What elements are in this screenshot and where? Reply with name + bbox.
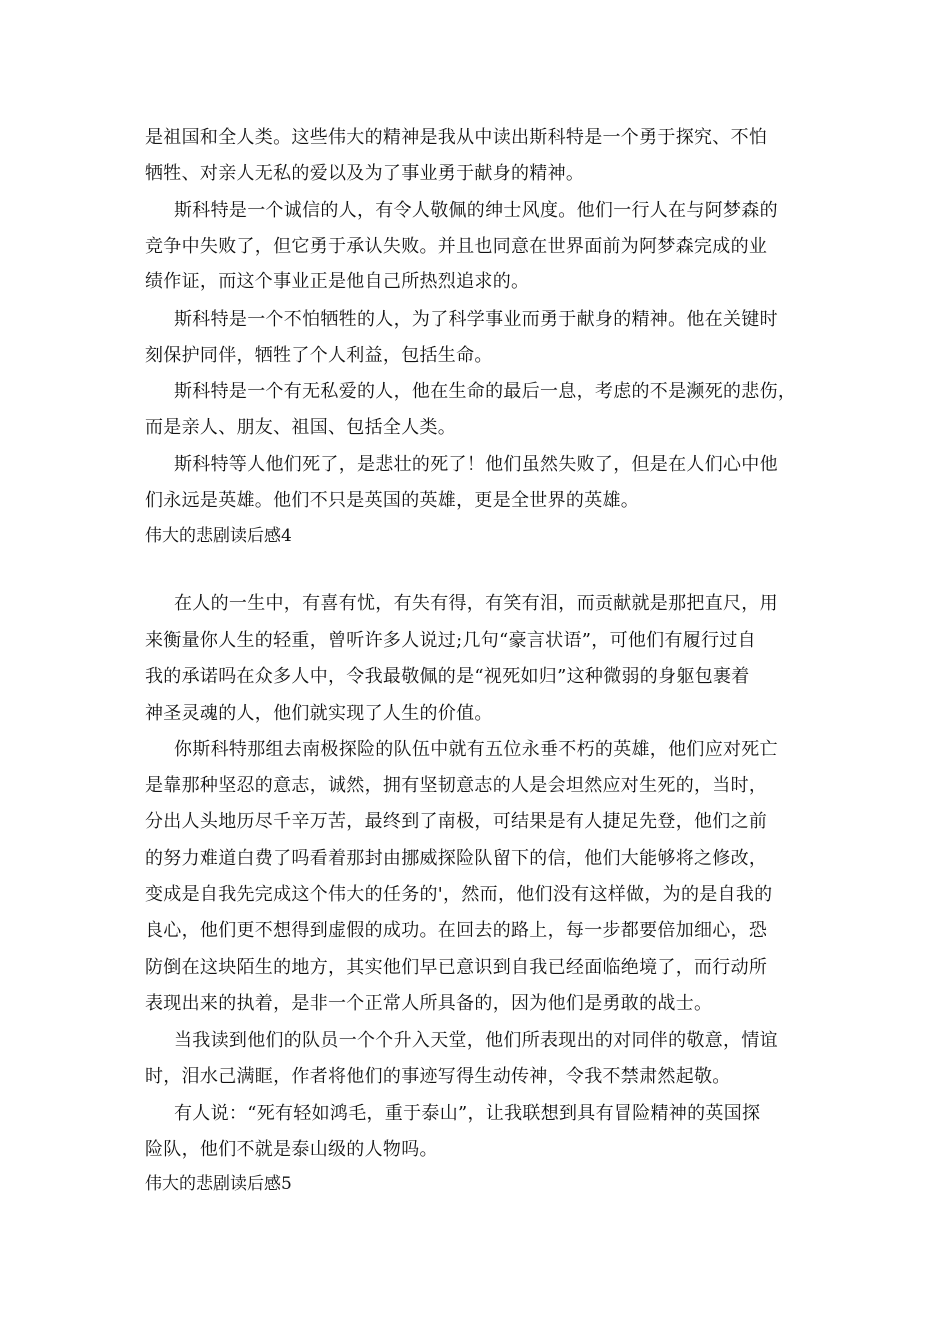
- text-line: 分出人头地历尽千辛万苦，最终到了南极，可结果是有人捷足先登，他们之前: [145, 811, 768, 832]
- paragraph-first-line: 斯科特是一个诚信的人，有令人敬佩的绅士风度。他们一行人在与阿梦森的: [174, 200, 778, 221]
- section-heading: 伟大的悲剧读后感4: [145, 526, 292, 546]
- text-line: 神圣灵魂的人，他们就实现了人生的价值。: [145, 703, 493, 724]
- text-line: 而是亲人、朋友、祖国、包括全人类。: [145, 417, 457, 438]
- text-line: 来衡量你人生的轻重，曾听许多人说过;几句“豪言状语”，可他们有履行过自: [145, 630, 756, 651]
- paragraph-first-line: 在人的一生中，有喜有忧，有失有得，有笑有泪，而贡献就是那把直尺，用: [174, 593, 778, 614]
- text-line: 时，泪水己满眶，作者将他们的事迹写得生动传神，令我不禁肃然起敬。: [145, 1066, 731, 1087]
- text-line: 是靠那种坚忍的意志，诚然，拥有坚韧意志的人是会坦然应对生死的，当时，: [145, 775, 768, 796]
- section-heading: 伟大的悲剧读后感5: [145, 1174, 292, 1194]
- paragraph-first-line: 斯科特是一个有无私爱的人，他在生命的最后一息，考虑的不是濒死的悲伤，: [174, 381, 797, 402]
- paragraph-first-line: 斯科特是一个不怕牺牲的人，为了科学事业而勇于献身的精神。他在关键时: [174, 309, 778, 330]
- text-line: 刻保护同伴，牺牲了个人利益，包括生命。: [145, 345, 493, 366]
- paragraph-first-line: 当我读到他们的队员一个个升入天堂，他们所表现出的对同伴的敬意，情谊: [174, 1030, 778, 1051]
- paragraph-first-line: 有人说：“死有轻如鸿毛，重于泰山”，让我联想到具有冒险精神的英国探: [174, 1103, 761, 1124]
- text-line: 的努力难道白费了吗看着那封由挪威探险队留下的信，他们大能够将之修改，: [145, 848, 768, 869]
- text-line: 变成是自我先完成这个伟大的任务的'，然而，他们没有这样做，为的是自我的: [145, 884, 773, 905]
- paragraph-first-line: 斯科特等人他们死了，是悲壮的死了！他们虽然失败了，但是在人们心中他: [174, 454, 778, 475]
- text-line: 表现出来的执着，是非一个正常人所具备的，因为他们是勇敢的战士。: [145, 993, 713, 1014]
- text-line: 竞争中失败了，但它勇于承认失败。并且也同意在世界面前为阿梦森完成的业: [145, 236, 768, 257]
- text-line: 我的承诺吗在众多人中，令我最敬佩的是“视死如归”这种微弱的身躯包裹着: [145, 666, 750, 687]
- text-line: 防倒在这块陌生的地方，其实他们早已意识到自我已经面临绝境了，而行动所: [145, 957, 768, 978]
- text-line: 绩作证，而这个事业正是他自己所热烈追求的。: [145, 271, 530, 292]
- text-line: 险队，他们不就是泰山级的人物吗。: [145, 1139, 438, 1160]
- text-line: 牺牲、对亲人无私的爱以及为了事业勇于献身的精神。: [145, 163, 585, 184]
- text-line: 们永远是英雄。他们不只是英国的英雄，更是全世界的英雄。: [145, 490, 640, 511]
- text-line: 良心，他们更不想得到虚假的成功。在回去的路上，每一步都要倍加细心，恐: [145, 920, 768, 941]
- text-line: 是祖国和全人类。这些伟大的精神是我从中读出斯科特是一个勇于探究、不怕: [145, 127, 768, 148]
- paragraph-first-line: 你斯科特那组去南极探险的队伍中就有五位永垂不朽的英雄，他们应对死亡: [174, 739, 778, 760]
